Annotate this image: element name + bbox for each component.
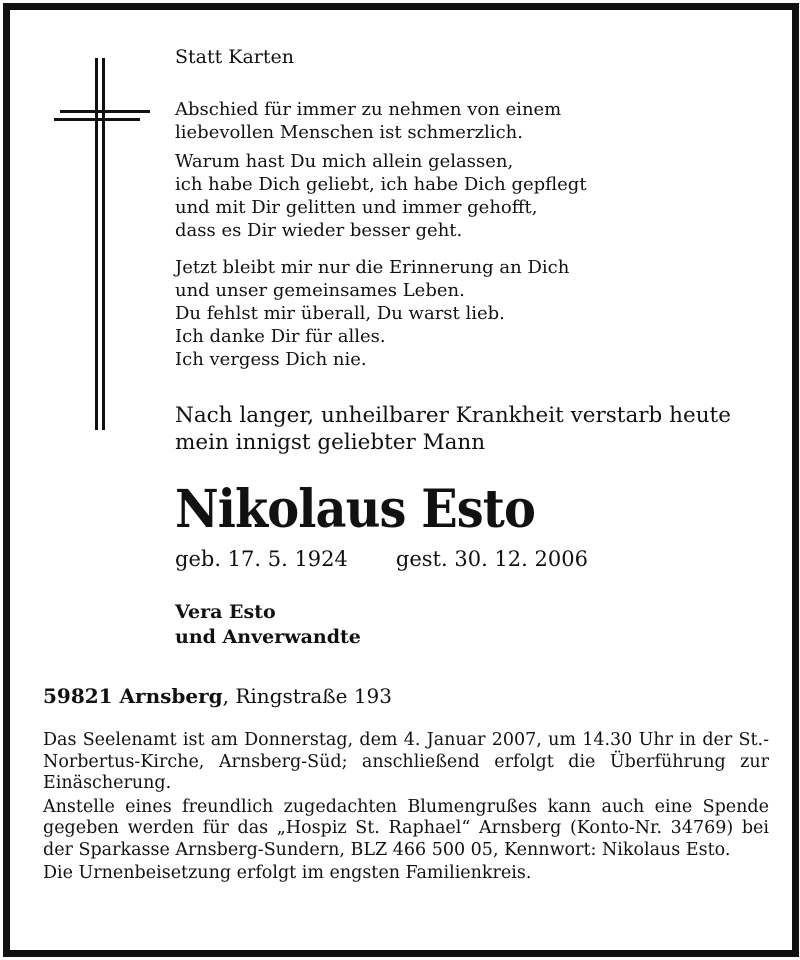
address-city: 59821 Arnsberg xyxy=(43,684,223,708)
address-street: , Ringstraße 193 xyxy=(222,684,393,708)
header-statt-karten: Statt Karten xyxy=(175,46,295,68)
poem-stanza-1 xyxy=(175,98,561,144)
double-cross-icon xyxy=(10,10,170,440)
poem-line: liebevollen Menschen ist schmerzlich. xyxy=(175,122,523,143)
poem-stanza-2 xyxy=(175,150,587,242)
address xyxy=(43,683,392,709)
poem-line: Jetzt bleibt mir nur die Erinnerung an Dich xyxy=(175,257,570,278)
poem-line: Du fehlst mir überall, Du warst lieb. xyxy=(175,303,505,324)
announcement-line: mein innigst geliebter Mann xyxy=(175,430,486,455)
details-paragraph-burial: Die Urnenbeisetzung erfolgt im engsten Familienkreis. xyxy=(43,863,532,883)
poem-line: Warum hast Du mich allein gelassen, xyxy=(175,151,514,172)
details-paragraph-funeral: Das Seelenamt ist am Donnerstag, dem 4. Januar 2007, um 14.30 Uhr in der St.-Norbertus-Kirche, Arnsberg-Süd; anschließend erfolgt die Überführung zur Einäscherung. xyxy=(43,730,769,793)
poem-line: und mit Dir gelitten und immer gehofft, xyxy=(175,197,538,218)
poem-line: und unser gemeinsames Leben. xyxy=(175,280,465,301)
obituary-notice xyxy=(3,3,799,957)
survivor-relatives: und Anverwandte xyxy=(175,626,361,648)
poem-line: Ich danke Dir für alles. xyxy=(175,326,386,347)
death-announcement xyxy=(175,402,731,456)
poem-line: ich habe Dich geliebt, ich habe Dich gepflegt xyxy=(175,174,587,195)
survivor-name: Vera Esto xyxy=(175,601,276,623)
death-date: gest. 30. 12. 2006 xyxy=(395,547,588,571)
announcement-line: Nach langer, unheilbarer Krankheit verstarb heute xyxy=(175,403,731,428)
birth-date: geb. 17. 5. 1924 xyxy=(175,547,348,571)
service-details xyxy=(43,730,769,887)
life-dates xyxy=(175,546,588,572)
poem-stanza-3 xyxy=(175,256,569,371)
poem-line: Ich vergess Dich nie. xyxy=(175,349,367,370)
deceased-name: Nikolaus Esto xyxy=(175,479,535,540)
poem-line: dass es Dir wieder besser geht. xyxy=(175,220,463,241)
survivors xyxy=(175,600,361,650)
details-paragraph-donation: Anstelle eines freundlich zugedachten Blumengrußes kann auch eine Spende gegeben werden für das „Hospiz St. Raphael“ Arnsberg (Konto-Nr. 34769) bei der Sparkasse Arnsberg-Sundern, BLZ 466 500 05, Kennwort: Nikolaus Esto. xyxy=(43,796,769,860)
poem-line: Abschied für immer zu nehmen von einem xyxy=(175,99,562,120)
